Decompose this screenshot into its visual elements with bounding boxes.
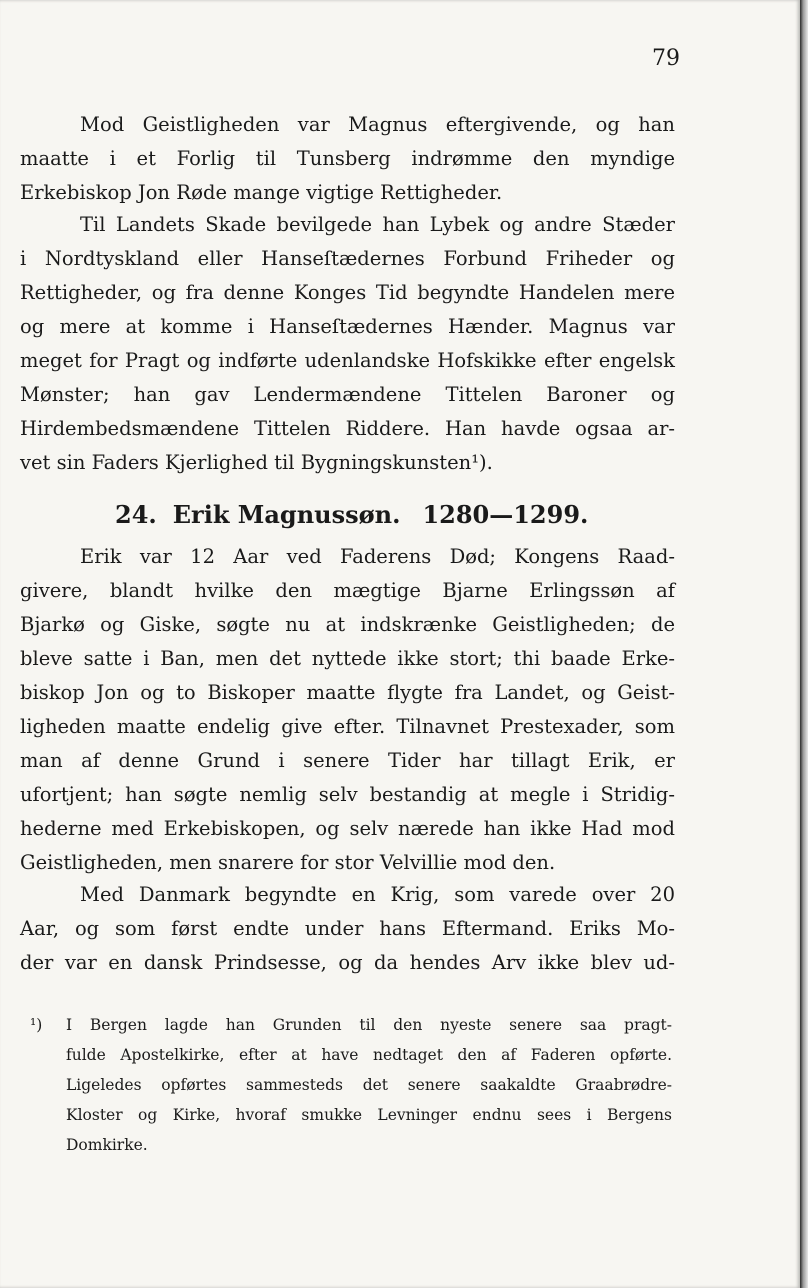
text-line: Mønster; han gav Lendermændene Tittelen Baroner og: [20, 383, 675, 406]
chapter-title: Erik Magnussøn.: [172, 500, 401, 529]
chapter-number: 24.: [115, 500, 157, 529]
footnote-line: Kloster og Kirke, hvoraf smukke Levninger endnu sees i Bergens: [66, 1106, 672, 1124]
page-number: 79: [652, 46, 680, 71]
text-line: givere, blandt hvilke den mægtige Bjarne Erlingssøn af: [20, 579, 675, 602]
text-line: Med Danmark begyndte en Krig, som varede over 20: [80, 883, 675, 906]
footnote-line: Domkirke.: [66, 1136, 148, 1154]
footnote-line: fulde Apostelkirke, efter at have nedtaget den af Faderen opførte.: [66, 1046, 672, 1064]
chapter-heading: [115, 500, 595, 529]
text-line: Erkebiskop Jon Røde mange vigtige Rettigheder.: [20, 181, 503, 204]
text-line: Mod Geistligheden var Magnus eftergivende, og han: [80, 113, 675, 136]
text-line: der var en dansk Prindsesse, og da hendes Arv ikke blev ud-: [20, 951, 675, 974]
text-line: hederne med Erkebiskopen, og selv nærede han ikke Had mod: [20, 817, 675, 840]
text-line: Geistligheden, men snarere for stor Velvillie mod den.: [20, 851, 556, 874]
text-line: ligheden maatte endelig give efter. Tilnavnet Presteхader, som: [20, 715, 675, 738]
text-line: biskop Jon og to Biskoper maatte flygte fra Landet, og Geist-: [20, 681, 675, 704]
text-line: i Nordtyskland eller Hanseſtædernes Forbund Friheder og: [20, 247, 675, 270]
footnote-mark: ¹): [30, 1016, 43, 1034]
text-line: Aar, og som først endte under hans Eftermand. Eriks Mo-: [20, 917, 675, 940]
text-line: maatte i et Forlig til Tunsberg indrømme den myndige: [20, 147, 675, 170]
text-line: vet sin Faders Kjerlighed til Bygningskunsten¹).: [20, 451, 493, 474]
chapter-years: 1280—1299.: [422, 500, 589, 529]
text-line: man af denne Grund i senere Tider har tillagt Erik, er: [20, 749, 675, 772]
text-line: bleve satte i Ban, men det nyttede ikke stort; thi baade Erke-: [20, 647, 675, 670]
footnote-line: I Bergen lagde han Grunden til den nyeste senere saa pragt-: [66, 1016, 672, 1034]
text-line: Rettigheder, og fra denne Konges Tid begyndte Handelen mere: [20, 281, 675, 304]
text-line: Erik var 12 Aar ved Faderens Død; Kongens Raad-: [80, 545, 675, 568]
text-line: ufortjent; han søgte nemlig selv bestandig at megle i Stridig-: [20, 783, 675, 806]
page-edge: [800, 0, 808, 1288]
footnote-line: Ligeledes opførtes sammesteds det senere saakaldte Graabrødre-: [66, 1076, 672, 1094]
text-line: Bjarkø og Giske, søgte nu at indskrænke Geistligheden; de: [20, 613, 675, 636]
text-line: Til Landets Skade bevilgede han Lybek og andre Stæder: [80, 213, 675, 236]
text-line: og mere at komme i Hanseſtædernes Hænder. Magnus var: [20, 315, 675, 338]
text-line: meget for Pragt og indførte udenlandske Hofskikke efter engelsk: [20, 349, 675, 372]
text-line: Hirdembedsmændene Tittelen Riddere. Han havde ogsaa ar-: [20, 417, 675, 440]
